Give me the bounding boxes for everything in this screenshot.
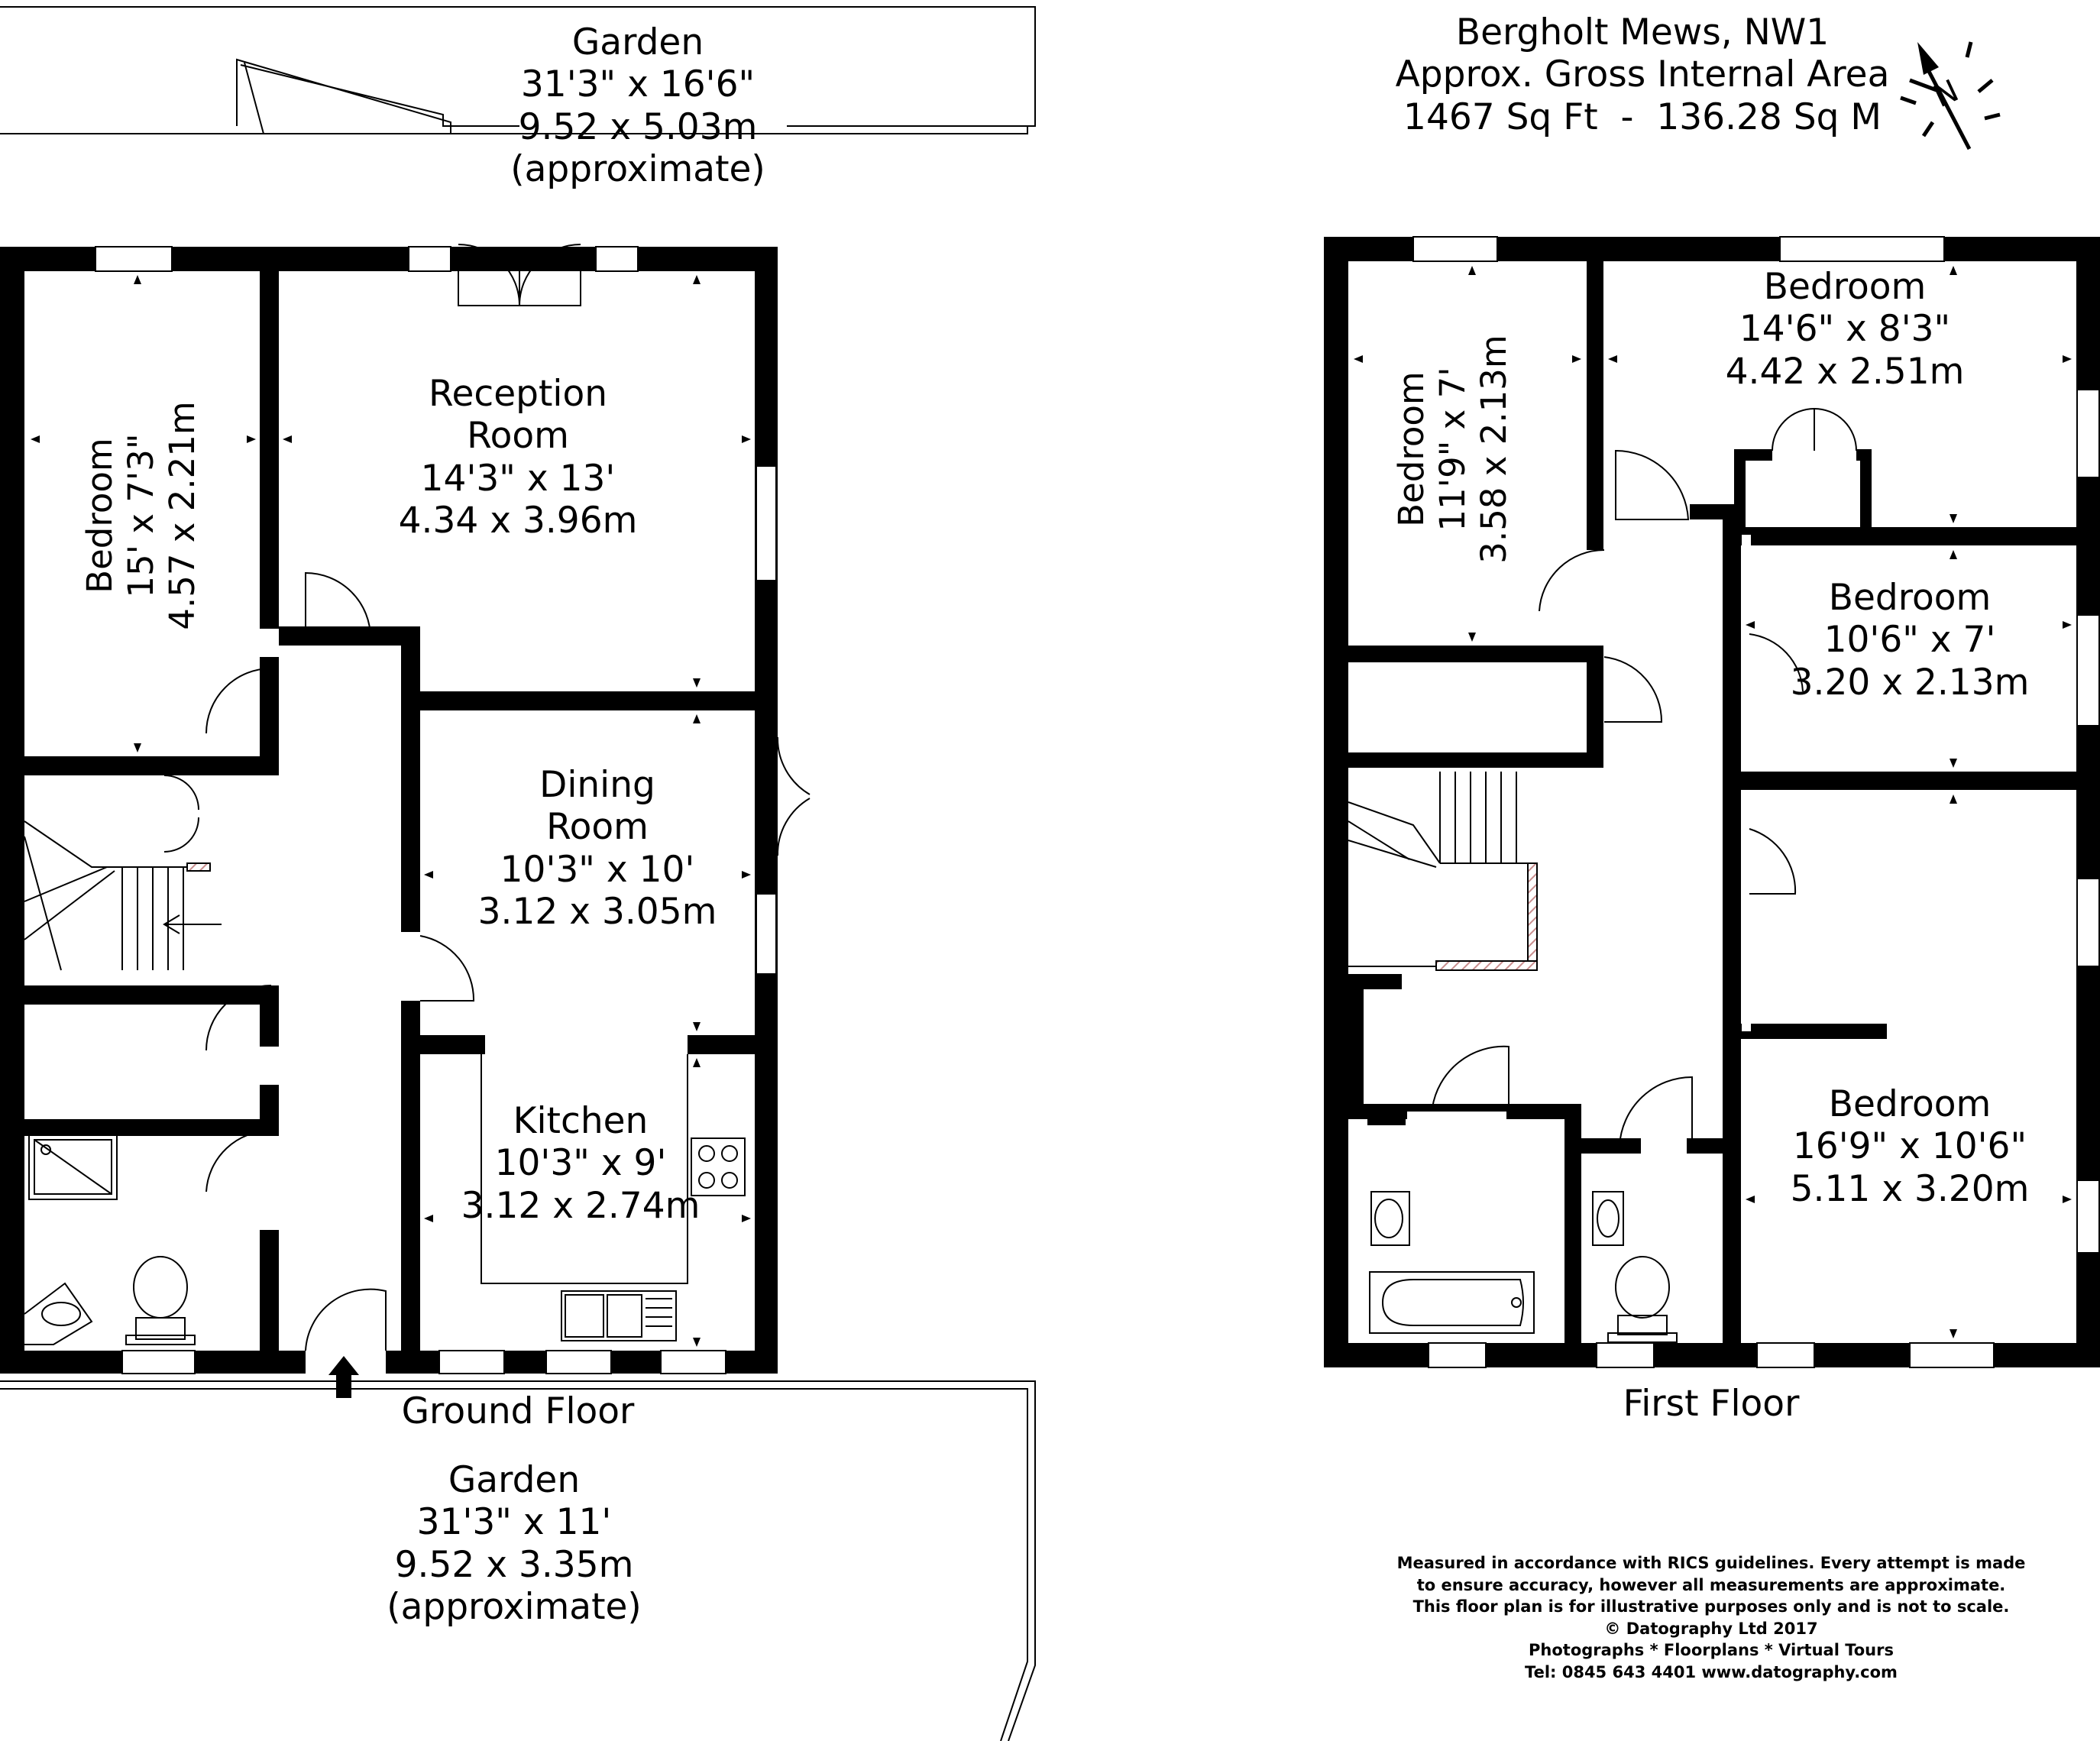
first-bedroom-top-metric: 4.42 x 2.51m — [1725, 350, 1965, 393]
garden-bottom-imperial: 31'3" x 11' — [416, 1501, 612, 1544]
first-bedroom-large-name: Bedroom — [1828, 1083, 1992, 1125]
first-wardrobe — [1734, 449, 1872, 535]
copyright-line: © Datography Ltd 2017 — [1604, 1619, 1818, 1638]
header-block — [1396, 11, 1890, 138]
first-bedroom-large-label — [1791, 1083, 2030, 1210]
garden-top-note: (approximate) — [510, 148, 765, 191]
garden-bottom-note: (approximate) — [387, 1586, 642, 1629]
dining-imperial: 10'3" x 10' — [500, 848, 695, 891]
kitchen-metric: 3.12 x 2.74m — [461, 1184, 701, 1227]
reception-metric: 4.34 x 3.96m — [398, 500, 638, 542]
first-stairs — [1348, 772, 1537, 970]
first-bedroom-left-label — [1391, 335, 1515, 563]
contact-line: Tel: 0845 643 4401 www.datography.com — [1525, 1662, 1898, 1681]
reception-imperial: 14'3" x 13' — [420, 457, 616, 500]
garden-top-label — [510, 21, 765, 191]
ground-bedroom-imperial: 15' x 7'3" — [121, 433, 161, 598]
disclaimer-line-1: Measured in accordance with RICS guidelines. Every attempt is made — [1396, 1554, 2026, 1572]
ground-floor-label: Ground Floor — [401, 1390, 635, 1432]
first-bedroom-mid-imperial: 10'6" x 7' — [1823, 619, 1996, 662]
services-line: Photographs * Floorplans * Virtual Tours — [1529, 1641, 1894, 1660]
garden-bottom-name: Garden — [448, 1459, 581, 1501]
area-label: Approx. Gross Internal Area — [1395, 53, 1890, 96]
first-bedroom-large-imperial: 16'9" x 10'6" — [1792, 1125, 2027, 1168]
first-bedroom-left-name: Bedroom — [1391, 371, 1432, 527]
reception-name-2: Room — [467, 415, 569, 458]
garden-top-name: Garden — [571, 21, 704, 63]
reception-name-1: Reception — [428, 373, 608, 415]
kitchen-name: Kitchen — [513, 1100, 649, 1142]
ground-stairs — [24, 821, 222, 970]
ground-bathroom-fittings — [24, 1134, 195, 1345]
first-bedroom-mid-metric: 3.20 x 2.13m — [1790, 661, 2030, 704]
dining-name-1: Dining — [539, 764, 655, 806]
kitchen-imperial: 10'3" x 9' — [494, 1142, 667, 1185]
area-value: 1467 Sq Ft - 136.28 Sq M — [1403, 95, 1882, 138]
compass-letter: N — [1928, 73, 1965, 115]
ground-bedroom-label — [79, 401, 203, 629]
first-floor-label: First Floor — [1623, 1383, 1800, 1425]
first-bedroom-large-metric: 5.11 x 3.20m — [1790, 1167, 2030, 1210]
first-bedroom-left-metric: 3.58 x 2.13m — [1474, 335, 1514, 564]
dining-metric: 3.12 x 3.05m — [477, 891, 717, 934]
garden-bottom-metric: 9.52 x 3.35m — [394, 1543, 634, 1586]
dining-label — [478, 764, 717, 934]
dining-name-2: Room — [546, 806, 649, 849]
property-title: Bergholt Mews, NW1 — [1455, 11, 1830, 53]
reception-label — [399, 373, 638, 542]
disclaimer-line-2: to ensure accuracy, however all measurements are approximate. — [1416, 1575, 2006, 1594]
kitchen-label — [461, 1100, 701, 1227]
ground-bedroom-metric: 4.57 x 2.21m — [162, 401, 202, 630]
first-bedroom-top-name: Bedroom — [1763, 266, 1927, 308]
first-bedroom-left-imperial: 11'9" x 7' — [1432, 367, 1473, 532]
garden-top-metric: 9.52 x 5.03m — [518, 105, 758, 148]
garden-bottom-label — [387, 1459, 642, 1629]
first-bedroom-top-imperial: 14'6" x 8'3" — [1739, 308, 1951, 351]
disclaimer-line-3: This floor plan is for illustrative purposes only and is not to scale. — [1412, 1597, 2010, 1616]
first-bedroom-mid-label — [1791, 577, 2030, 704]
first-bathroom-fittings — [1370, 1192, 1677, 1342]
first-bedroom-top-label — [1726, 266, 1965, 393]
garden-top-imperial: 31'3" x 16'6" — [520, 63, 756, 106]
first-bedroom-mid-name: Bedroom — [1828, 577, 1992, 619]
entrance-arrow — [328, 1356, 359, 1398]
ground-bedroom-name: Bedroom — [79, 438, 120, 594]
disclaimer-block — [1397, 1552, 2026, 1683]
